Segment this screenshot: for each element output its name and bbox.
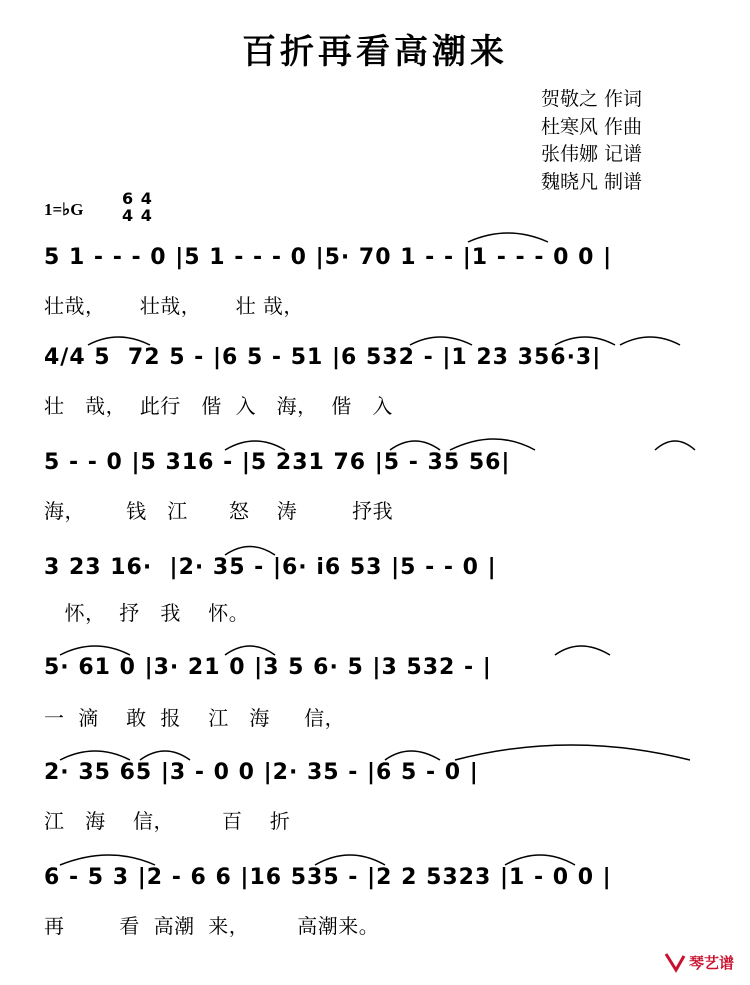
lyrics-row-5: 一 滴 敢 报 江 海 信， [44, 706, 346, 730]
notation-row-7: 6 - 5 3 |2 - 6 6 |16 535 - |2 2 5323 |1 - 0 0 | [44, 865, 612, 890]
lyrics-row-4: 怀， 抒 我 怀。 [44, 601, 250, 625]
slur-arc [225, 547, 275, 556]
slur-arc [60, 646, 130, 655]
slur-arc [505, 855, 575, 865]
lyrics-row-1: 壮哉， 壮哉， 壮 哉， [44, 294, 304, 318]
page-title: 百折再看高潮来 [242, 32, 508, 72]
lyrics-row-2: 壮 哉， 此行 偕 入 海， 偕 入 [44, 394, 393, 418]
key-signature: 1=♭G [44, 200, 84, 219]
credit-lyricist: 贺敬之 作词 [541, 88, 643, 110]
slur-arc [385, 751, 440, 760]
meter-top-1: 6 [122, 189, 134, 208]
lyrics-row-3: 海， 钱 江 怒 涛 抒我 [44, 499, 394, 523]
slur-arc [620, 337, 680, 345]
slur-arc [468, 233, 548, 242]
lyrics-row-7: 再 看 高潮 来， 高潮来。 [44, 914, 380, 938]
lyrics-row-6: 江 海 信， 百 折 [44, 809, 291, 833]
slur-arc [410, 337, 472, 345]
credit-engraver: 魏晓凡 制谱 [541, 170, 643, 193]
slur-arc [655, 441, 695, 450]
notation-row-3: 5 - - 0 |5 316 - |5 231 76 |5 - 35 56| [44, 450, 511, 475]
credit-transcriber: 张伟娜 记谱 [541, 143, 643, 165]
slur-arc [60, 751, 130, 760]
notation-row-6: 2· 35 65 |3 - 0 0 |2· 35 - |6 5 - 0 | [44, 760, 479, 785]
meter-bottom-2: 4 [140, 206, 152, 225]
notation-row-2: 4/4 5 72 5 - |6 5 - 51 |6 532 - |1 23 356·3| [44, 345, 602, 370]
logo-text: 琴艺谱 [689, 954, 735, 972]
meter-bottom-1: 4 [122, 206, 134, 225]
slur-arc [455, 745, 690, 760]
slur-arc [450, 439, 535, 450]
credit-composer: 杜寒风 作曲 [541, 115, 643, 138]
slur-arc [390, 441, 440, 450]
notation-row-4: 3 23 16· |2· 35 - |6· i6 53 |5 - - 0 | [44, 555, 497, 580]
meter-top-2: 4 [140, 189, 152, 208]
slur-arc [88, 337, 150, 345]
slur-arc [140, 751, 190, 760]
notation-row-1: 5 1 - - - 0 |5 1 - - - 0 |5· 70 1 - - |1 - - - 0 0 | [44, 245, 613, 270]
slur-arc [315, 855, 385, 865]
slur-arc [60, 855, 155, 865]
slur-arc [225, 646, 275, 655]
slur-arc [555, 646, 610, 655]
notation-row-5: 5· 61 0 |3· 21 0 |3 5 6· 5 |3 532 - | [44, 655, 492, 680]
slur-arc [225, 441, 285, 450]
slur-arc [555, 337, 615, 345]
